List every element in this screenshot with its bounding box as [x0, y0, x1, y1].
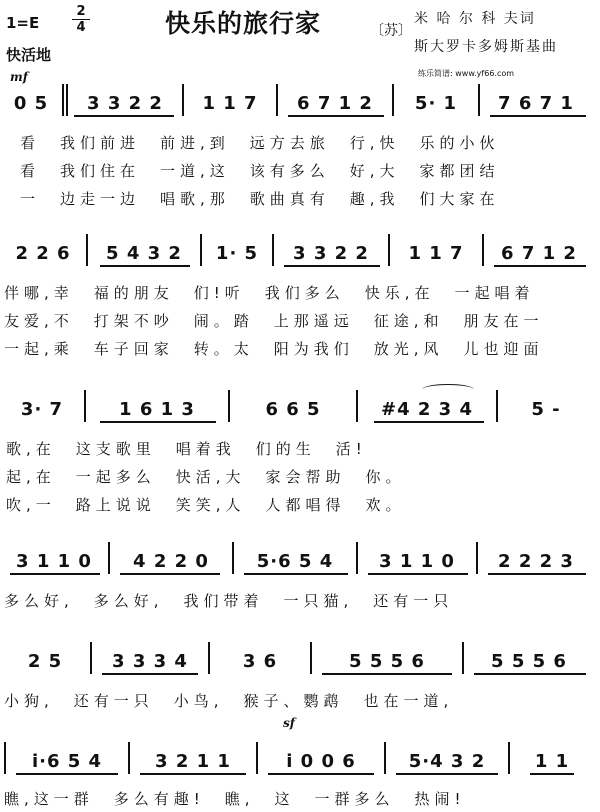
barline	[462, 642, 464, 674]
time-signature-top: 2	[72, 4, 90, 20]
beam	[140, 773, 246, 775]
measure: 3 3 2 2	[87, 92, 163, 114]
barline	[508, 742, 510, 774]
beam	[474, 673, 586, 675]
lyric-line-1: 伴哪,幸 福的朋友 们!听 我们多么 快乐,在 一起唱着	[4, 284, 535, 302]
measure: #4 2 3 4	[381, 398, 473, 420]
beam	[16, 773, 118, 775]
notes-row	[0, 90, 600, 116]
tie-arc	[422, 384, 474, 395]
measure: 1 1	[534, 750, 570, 772]
lyric-line-1: 瞧,这一群 多么有趣! 瞧, 这 一群多么 热闹!	[4, 790, 466, 808]
beam	[10, 573, 100, 575]
barline	[256, 742, 258, 774]
notes-row	[0, 396, 600, 422]
barline	[272, 234, 274, 266]
barline	[496, 390, 498, 422]
measure: 5 4 3 2	[106, 242, 182, 264]
lyric-line-2: 看 我们住在 一道,这 该有多么 好,大 家都团结	[20, 162, 500, 180]
barline	[4, 742, 6, 774]
measure: 3 6	[242, 650, 278, 672]
measure: 6 7 1 2	[297, 92, 373, 114]
measure: 1 1 7	[408, 242, 464, 264]
lyric-line-1: 小狗, 还有一只 小鸟, 猴子、鹦鹉 也在一道,	[4, 692, 454, 710]
barline	[228, 390, 230, 422]
barline	[108, 542, 110, 574]
beam	[100, 265, 190, 267]
beam	[530, 773, 574, 775]
measure: 1 1 7	[202, 92, 258, 114]
barline	[208, 642, 210, 674]
dynamic-sf: sf	[283, 716, 295, 730]
barline	[62, 84, 64, 116]
beam	[494, 265, 586, 267]
barline	[276, 84, 278, 116]
beam	[322, 673, 452, 675]
beam	[268, 773, 374, 775]
beam	[284, 265, 380, 267]
barline	[356, 542, 358, 574]
time-signature	[72, 4, 90, 35]
measure: 6 7 1 2	[501, 242, 577, 264]
measure: 5 -	[531, 398, 561, 420]
key-signature: 1=E	[6, 14, 40, 32]
measure: 1· 5	[215, 242, 259, 264]
barline	[84, 390, 86, 422]
barline	[86, 234, 88, 266]
song-title: 快乐的旅行家	[165, 9, 322, 38]
beam	[374, 421, 484, 423]
notes-row	[0, 748, 600, 774]
measure: 1 6 1 3	[119, 398, 195, 420]
measure: i·6 5 4	[31, 750, 103, 772]
barline	[232, 542, 234, 574]
lyric-line-1: 多么好, 多么好, 我们带着 一只猫, 还有一只	[4, 592, 454, 610]
composer-credit: 斯大罗卡多姆斯基曲	[414, 39, 558, 55]
barline	[66, 84, 68, 116]
barline	[482, 234, 484, 266]
beam	[396, 773, 498, 775]
beam	[244, 573, 348, 575]
measure: 7 6 7 1	[498, 92, 574, 114]
lyricist-credit: 米 哈 尔 科 夫词	[414, 11, 536, 27]
lyric-line-1: 看 我们前进 前进,到 远方去旅 行,快 乐的小伙	[20, 134, 500, 152]
measure: 2 5	[27, 650, 63, 672]
barline	[384, 742, 386, 774]
notes-row	[0, 240, 600, 266]
dynamic-mf: mf	[10, 70, 28, 84]
beam	[100, 421, 216, 423]
barline	[478, 84, 480, 116]
lyric-line-3: 一起,乘 车子回家 转。太 阳为我们 放光,风 儿也迎面	[4, 340, 544, 358]
measure: 4 2 2 0	[133, 550, 209, 572]
measure: 2 2 2 3	[498, 550, 574, 572]
beam	[288, 115, 384, 117]
measure: 5·4 3 2	[408, 750, 486, 772]
barline	[388, 234, 390, 266]
measure: i 0 0 6	[286, 750, 356, 772]
measure: 3 2 1 1	[155, 750, 231, 772]
beam	[102, 673, 198, 675]
tempo-marking: 快活地	[6, 46, 52, 64]
measure: 3· 7	[20, 398, 64, 420]
beam	[74, 115, 174, 117]
measure: 3 3 2 2	[293, 242, 369, 264]
beam	[120, 573, 220, 575]
lyric-line-1: 歌,在 这支歌里 唱着我 们的生 活!	[6, 440, 367, 458]
measure: 5 5 5 6	[349, 650, 425, 672]
lyric-line-3: 一 边走一边 唱歌,那 歌曲真有 趣,我 们大家在	[20, 190, 500, 208]
barline	[310, 642, 312, 674]
measure: 3 1 1 0	[16, 550, 92, 572]
barline	[128, 742, 130, 774]
source-note: 练乐简谱: www.yf66.com	[418, 69, 515, 78]
measure: 5· 1	[414, 92, 458, 114]
beam	[490, 115, 586, 117]
barline	[392, 84, 394, 116]
barline	[356, 390, 358, 422]
notes-row	[0, 548, 600, 574]
measure: 0 5	[13, 92, 49, 114]
beam	[488, 573, 586, 575]
barline	[90, 642, 92, 674]
measure: 3 1 1 0	[379, 550, 455, 572]
lyric-line-2: 友爱,不 打架不吵 闹。踏 上那遥远 征途,和 朋友在一	[4, 312, 544, 330]
lyric-line-2: 起,在 一起多么 快活,大 家会帮助 你。	[6, 468, 406, 486]
barline	[182, 84, 184, 116]
measure: 3 3 3 4	[112, 650, 188, 672]
lyric-line-3: 吹,一 路上说说 笑笑,人 人都唱得 欢。	[6, 496, 406, 514]
notes-row	[0, 648, 600, 674]
measure: 5 5 5 6	[491, 650, 567, 672]
barline	[476, 542, 478, 574]
measure: 2 2 6	[15, 242, 71, 264]
measure: 5·6 5 4	[256, 550, 334, 572]
beam	[368, 573, 468, 575]
time-signature-bottom: 4	[76, 20, 86, 35]
barline	[200, 234, 202, 266]
origin-mark: 〔苏〕	[370, 23, 412, 39]
measure: 6 6 5	[265, 398, 321, 420]
